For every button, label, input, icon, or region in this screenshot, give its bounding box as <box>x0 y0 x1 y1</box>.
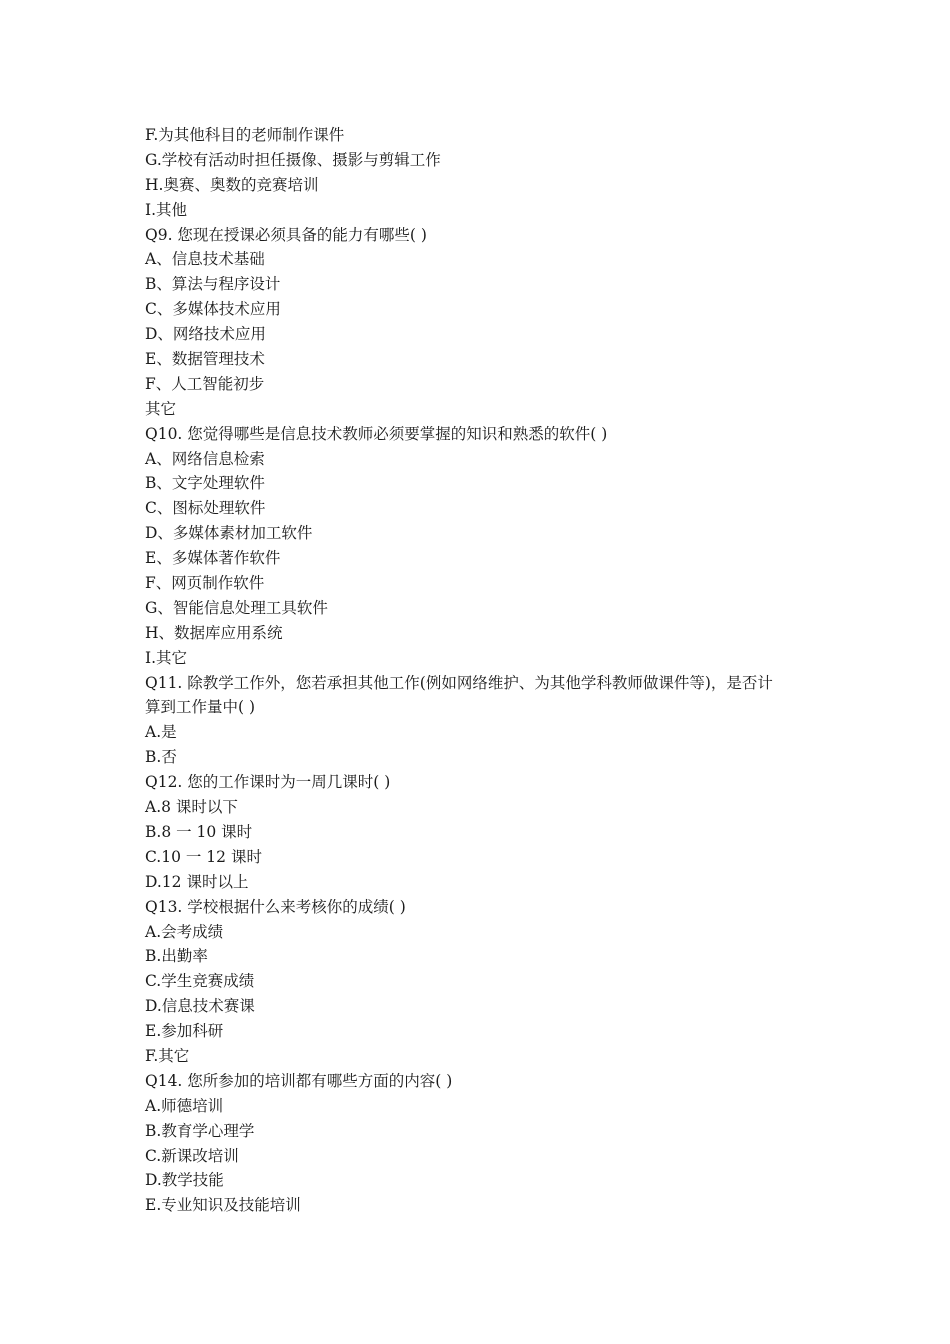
option-i-other: I.其他 <box>145 200 188 219</box>
q13-option-a: A.会考成绩 <box>145 922 224 941</box>
q11-option-b: B.否 <box>145 748 177 767</box>
q9-option-a: A、信息技术基础 <box>145 250 265 269</box>
q14-option-b: B.教育学心理学 <box>145 1121 255 1140</box>
question-q9: Q9. 您现在授课必须具备的能力有哪些( ) <box>145 225 427 244</box>
option-g-media-work: G.学校有活动时担任摄像、摄影与剪辑工作 <box>145 150 441 169</box>
q10-option-i: I.其它 <box>145 648 188 667</box>
option-h-competition-training: H.奥赛、奥数的竞赛培训 <box>145 175 319 194</box>
q13-option-f: F.其它 <box>145 1046 190 1065</box>
q13-option-c: C.学生竞赛成绩 <box>145 972 255 991</box>
q14-option-d: D.教学技能 <box>145 1171 224 1190</box>
q9-option-other: 其它 <box>145 399 177 418</box>
q10-option-b: B、文字处理软件 <box>145 474 265 493</box>
q12-option-a: A.8 课时以下 <box>145 798 238 817</box>
option-f-courseware: F.为其他科目的老师制作课件 <box>145 126 345 144</box>
question-q13: Q13. 学校根据什么来考核你的成绩( ) <box>145 897 406 916</box>
q14-option-a: A.师德培训 <box>145 1096 224 1115</box>
q9-option-c: C、多媒体技术应用 <box>145 300 281 319</box>
q12-option-b: B.8 一 10 课时 <box>145 822 253 841</box>
question-q11-line1: Q11. 除教学工作外，您若承担其他工作(例如网络维护、为其他学科教师做课件等)，是否计 <box>145 673 773 692</box>
question-q14: Q14. 您所参加的培训都有哪些方面的内容( ) <box>145 1071 453 1090</box>
question-q10: Q10. 您觉得哪些是信息技术教师必须要掌握的知识和熟悉的软件( ) <box>145 424 608 443</box>
q10-option-h: H、数据库应用系统 <box>145 623 283 642</box>
q10-option-c: C、图标处理软件 <box>145 499 266 518</box>
q12-option-d: D.12 课时以上 <box>145 872 249 891</box>
q9-option-b: B、算法与程序设计 <box>145 275 281 294</box>
q13-option-d: D.信息技术赛课 <box>145 997 255 1016</box>
question-q12: Q12. 您的工作课时为一周几课时( ) <box>145 773 391 792</box>
q11-option-a: A.是 <box>145 723 177 742</box>
q10-option-g: G、智能信息处理工具软件 <box>145 598 328 617</box>
q13-option-e: E.参加科研 <box>145 1022 224 1041</box>
q13-option-b: B.出勤率 <box>145 947 208 966</box>
q10-option-e: E、多媒体著作软件 <box>145 549 281 568</box>
q9-option-d: D、网络技术应用 <box>145 325 266 344</box>
q12-option-c: C.10 一 12 课时 <box>145 847 262 866</box>
q10-option-f: F、网页制作软件 <box>145 574 265 593</box>
q14-option-c: C.新课改培训 <box>145 1146 239 1165</box>
document-body <box>145 123 815 1218</box>
q9-option-e: E、数据管理技术 <box>145 350 265 369</box>
q9-option-f: F、人工智能初步 <box>145 374 265 393</box>
q14-option-e: E.专业知识及技能培训 <box>145 1196 301 1215</box>
question-q11-line2: 算到工作量中( ) <box>145 698 256 717</box>
q10-option-a: A、网络信息检索 <box>145 449 265 468</box>
q10-option-d: D、多媒体素材加工软件 <box>145 524 313 543</box>
